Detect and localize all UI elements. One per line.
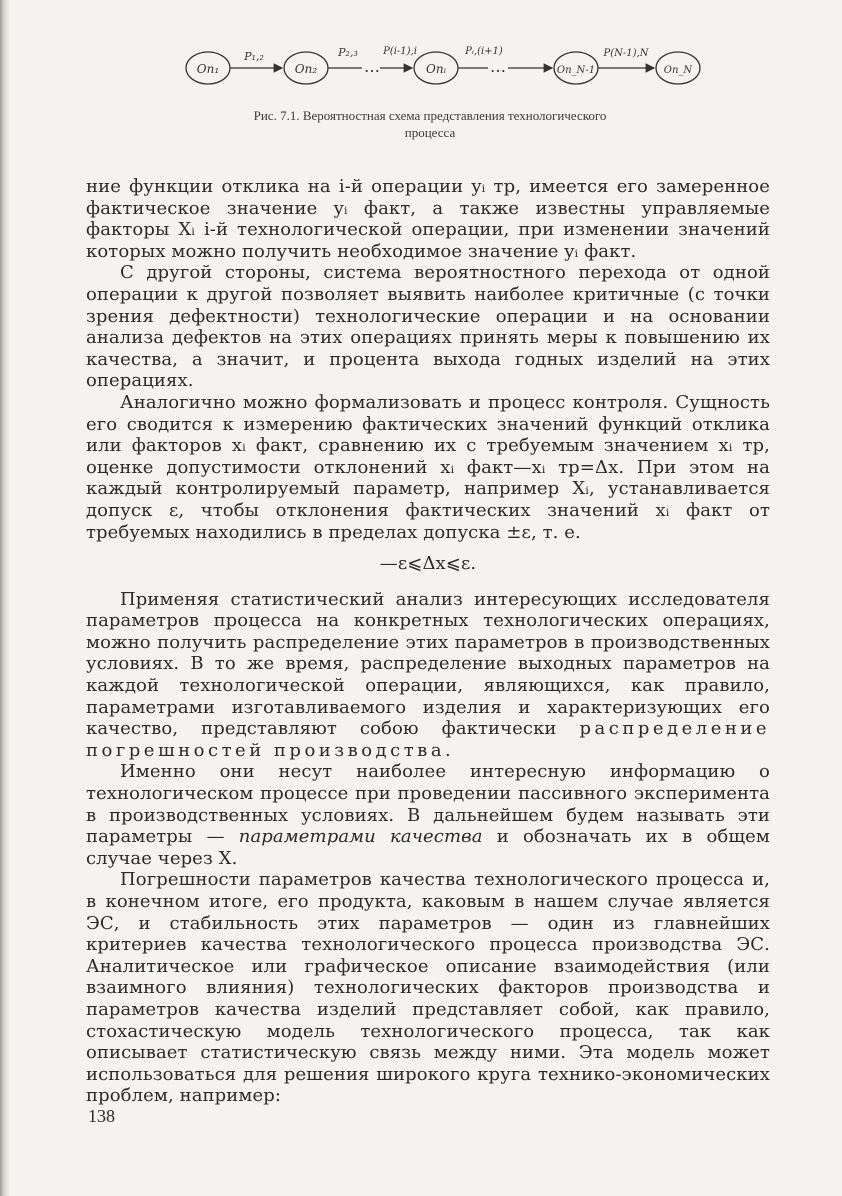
figure-caption <box>160 107 700 141</box>
ellipsis-right: … <box>490 57 506 76</box>
node-label-opi: Опᵢ <box>426 62 446 76</box>
paragraph-6: Погрешности параметров качества технологического процесса и, в конечном итоге, его продукта, каковым в нашем случае является ЭС, и стабильность этих параметров — один из главнейших критериев качества технологического процесса производства ЭС. Аналитическое или графическое описание взаимодействия (или взаимного влияния) технологических факторов производства и параметров качества изделий представляет собой, как правило, стохастическую модель технологического процесса, так как описывает статистическую связь между ними. Эта модель может использоваться для решения широкого круга технико-экономических проблем, например: <box>86 869 770 1107</box>
main-text <box>86 176 770 1107</box>
tolerance-formula: —ε⩽Δx⩽ε. <box>379 553 477 575</box>
edge-label-p23: P₂,₃ <box>338 46 358 59</box>
node-label-op1: Оп₁ <box>196 62 220 76</box>
edge-label-pi-1i: P(i-1),i <box>383 46 417 57</box>
page-binding-edge <box>0 0 10 1196</box>
paragraph-5-italic: параметрами качества <box>238 826 483 848</box>
paragraph-1: ние функции отклика на i-й операции yᵢ тр, имеется его замеренное фактическое значение yᵢ факт, а также известны управляемые факторы Xᵢ i-й технологической операции, при изменении значений которых можно получить необходимое значение yᵢ факт. <box>86 176 770 262</box>
edge-label-pN-1N: P(N-1),N <box>603 48 649 59</box>
ellipsis-left: … <box>364 57 380 76</box>
node-label-op2: Оп₂ <box>294 62 318 76</box>
paragraph-4-main: Применяя статистический анализ интересующих исследователя параметров процесса на конкретных технологических операциях, можно получить распределение этих параметров в производственных условиях. В то же время, распределение выходных параметров на каждой технологической операции, являющихся, как правило, параметрами изготавливаемого изделия и характеризующих его качество, представляют собою фактически <box>86 588 770 740</box>
paragraph-3: Аналогично можно формализовать и процесс контроля. Сущность его сводится к измерению фактических значений функций отклика или факторов xᵢ факт, сравнению их с требуемым значением xᵢ тр, оценке допустимости отклонений xᵢ факт—xᵢ тр=Δx. При этом на каждый контролируемый параметр, например Xᵢ, устанавливается допуск ε, чтобы отклонения фактических значений xᵢ факт от требуемых находились в пределах допуска ±ε, т. е. <box>86 391 770 543</box>
page-number: 138 <box>88 1106 115 1126</box>
paragraph-4-spaced: распределение погрешностей производства. <box>86 718 771 761</box>
figure-caption-line1: Рис. 7.1. Вероятностная схема представления технологического <box>253 108 607 123</box>
scheme-diagram <box>150 36 710 106</box>
figure-caption-line2: процесса <box>404 125 456 140</box>
edge-label-pii+1: Pᵢ,(i+1) <box>465 46 503 57</box>
node-label-opN-1: Оп_N-1 <box>556 65 596 76</box>
paragraph-5 <box>86 761 770 869</box>
paragraph-5-start: Именно они несут наиболее интересную информацию о технологическом процессе при проведении пассивного эксперимента в производственных условиях. В дальнейшем будем называть эти параметры — <box>86 761 770 848</box>
node-label-opN: Оп_N <box>663 65 693 76</box>
paragraph-2: С другой стороны, система вероятностного перехода от одной операции к другой позволяет выявить наиболее критичные (с точки зрения дефектности) технологические операции и на основании анализа дефектов на этих операциях принять меры к повышению их качества, а значит, и процента выхода годных изделий на этих операциях. <box>86 262 770 392</box>
paragraph-4 <box>86 589 770 762</box>
edge-label-p12: P₁,₂ <box>244 50 264 63</box>
paragraph-5-end: и обозначать их в общем случае через X. <box>86 826 771 869</box>
